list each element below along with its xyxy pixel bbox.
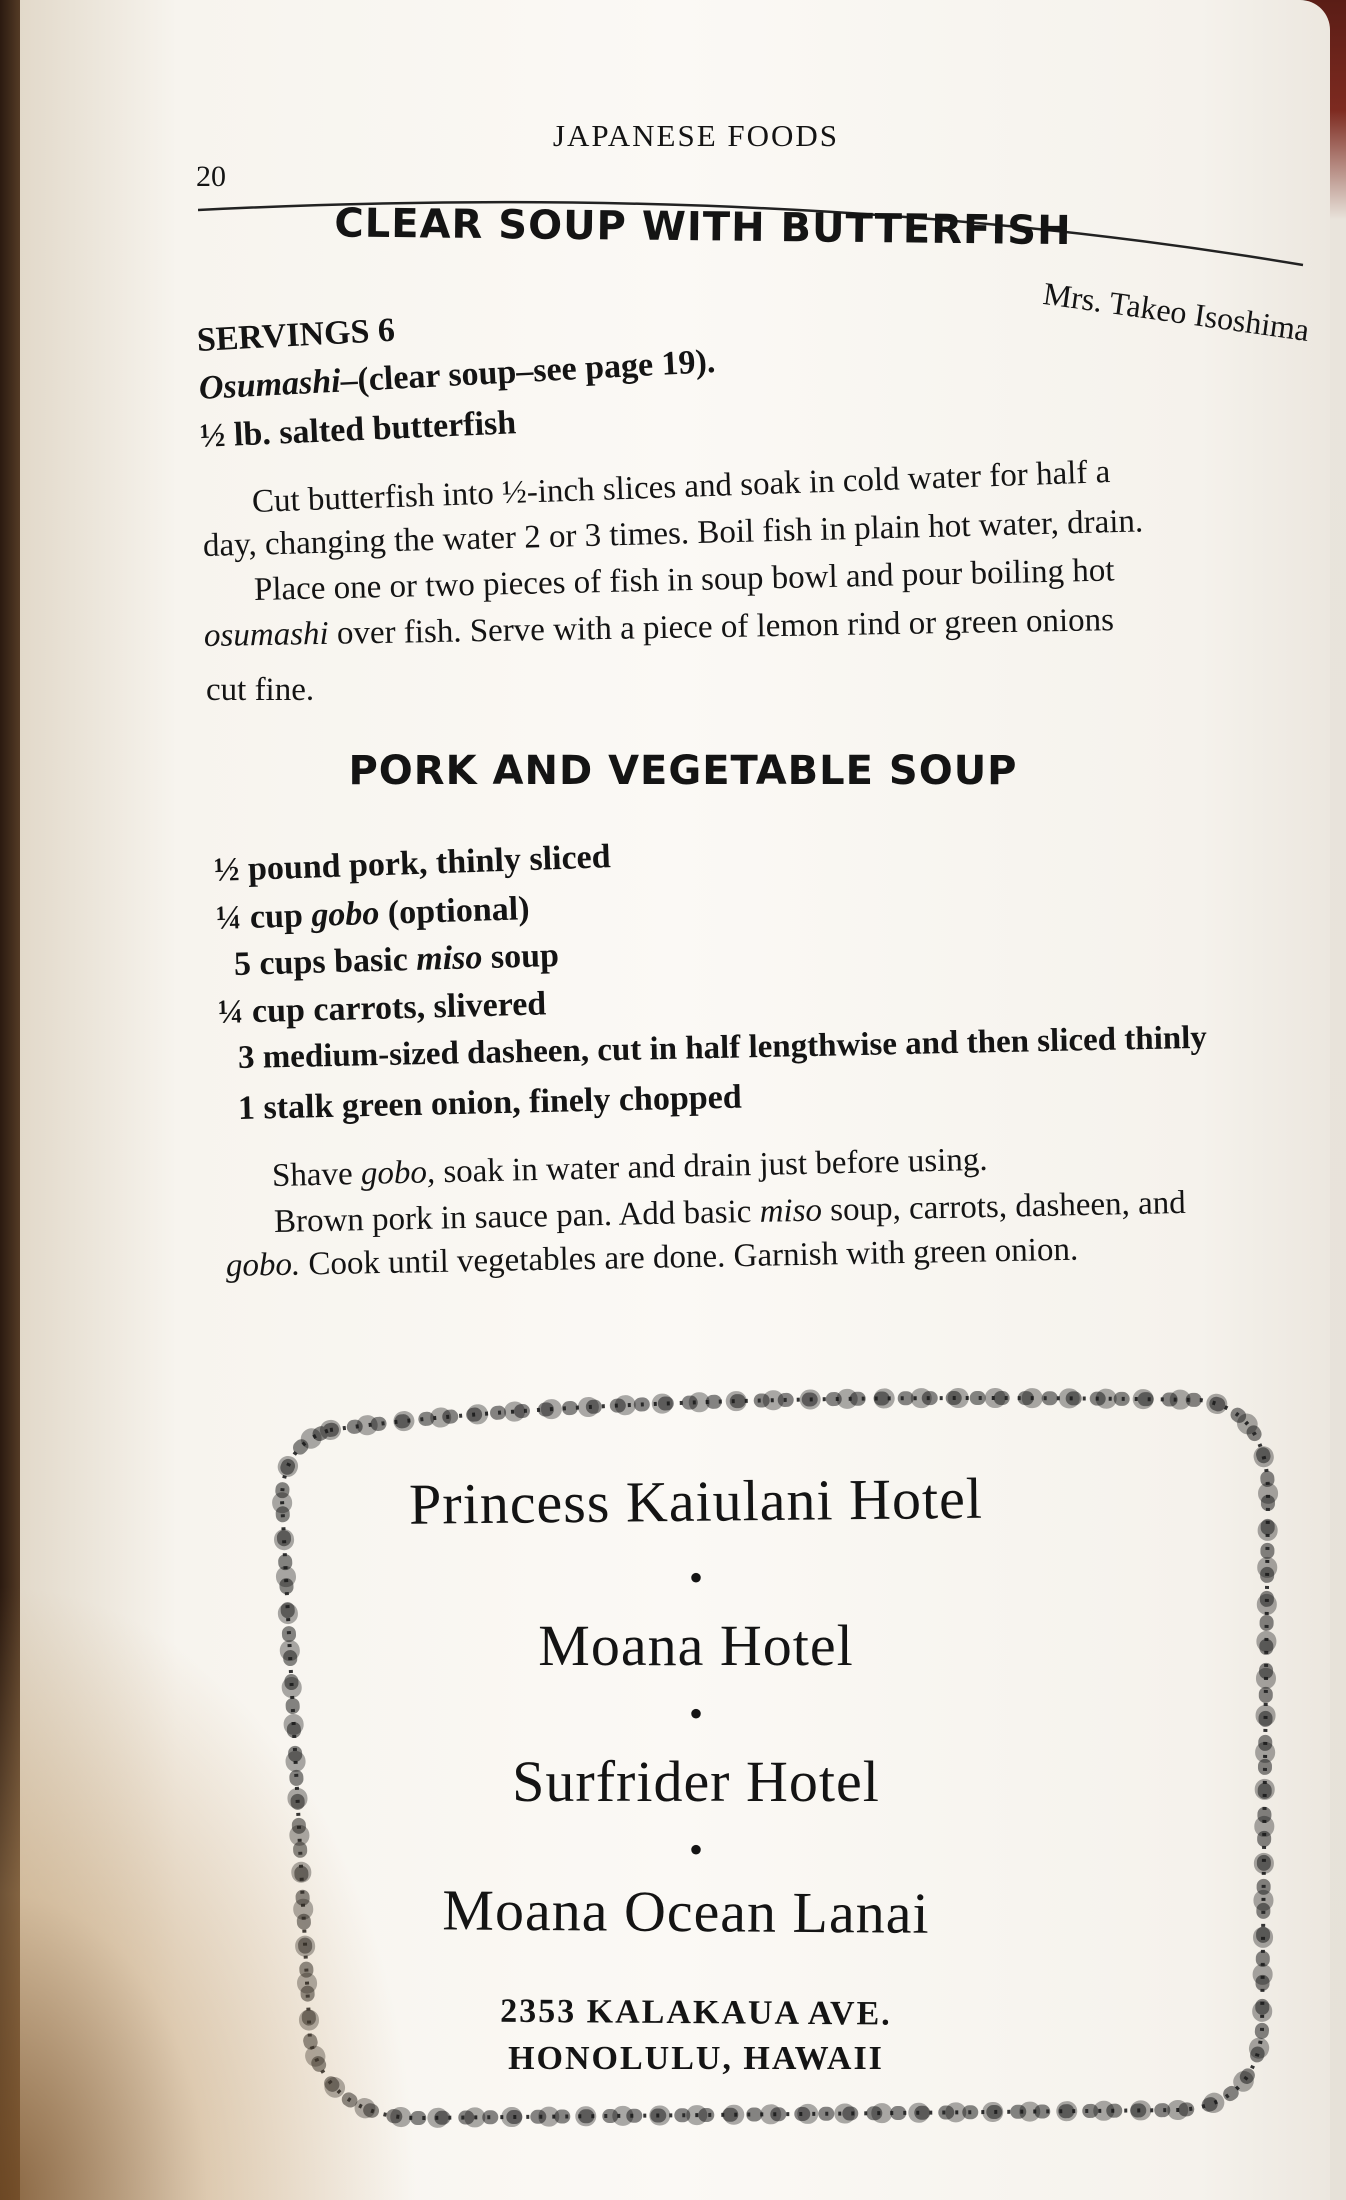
ingredient-text: pound pork, thinly sliced [247, 838, 612, 888]
page-number: 20 [196, 160, 226, 193]
ingredient-qty: ½ [213, 851, 241, 889]
servings: SERVINGS 6 [196, 311, 396, 359]
ingredient-butterfish: ½ lb. salted butterfish [199, 404, 517, 455]
ingredient-text: cup [249, 897, 312, 936]
method-text: Cook until vegetables are done. Garnish with green onion. [299, 1231, 1079, 1283]
ingredient-text: medium-sized dasheen, cut in half lengthwise and then sliced thinly [262, 1019, 1208, 1076]
bullet-separator: • [688, 1827, 703, 1872]
address-line: HONOLULU, HAWAII [508, 2040, 884, 2077]
paragraph-line: cut fine. [206, 672, 315, 708]
method-text: soup, carrots, dasheen, and [821, 1184, 1187, 1229]
recipe-author: Mrs. Takeo Isoshima [1040, 275, 1312, 348]
hotel-name: Surfrider Hotel [512, 1749, 880, 1814]
method-text: Shave [271, 1155, 362, 1194]
ingredient-italic: gobo [310, 894, 380, 934]
bullet-separator: • [688, 1691, 703, 1736]
method-italic: gobo. [225, 1246, 301, 1284]
method-text: Brown pork in sauce pan. Add basic [273, 1193, 761, 1240]
ingredient-text: soup [481, 936, 560, 977]
hotel-name: Princess Kaiulani Hotel [408, 1465, 984, 1537]
ingredient-qty: 1 [237, 1089, 256, 1127]
hotel-name: Moana Hotel [538, 1613, 854, 1678]
ingredient-text: (optional) [378, 890, 531, 932]
ingredient-text: cups basic [258, 940, 417, 983]
bullet-separator: • [688, 1555, 703, 1600]
recipe-title-clear-soup: CLEAR SOUP WITH BUTTERFISH [334, 200, 1072, 255]
paragraph-line: Place one or two pieces of fish in soup bowl and pour boiling hot [253, 552, 1115, 608]
ingredient-osumashi-italic: Osumashi [198, 362, 342, 407]
ingredient-qty: ¼ [217, 993, 244, 1031]
ingredient-qty: ¼ [215, 899, 243, 937]
method-text: soak in water and drain just before using. [434, 1141, 988, 1191]
ingredient-osumashi-rest: –(clear soup–see page 19). [339, 342, 717, 400]
ingredient-qty: 3 [237, 1039, 255, 1076]
method-italic: miso [759, 1192, 823, 1230]
address-line: 2353 KALAKAUA AVE. [500, 1992, 892, 2033]
running-head: JAPANESE FOODS [552, 118, 840, 153]
paragraph-line: Cut butterfish into ½-inch slices and soak in cold water for half a [251, 454, 1111, 520]
paragraph-line: day, changing the water 2 or 3 times. Boil fish in plain hot water, drain. [202, 503, 1144, 564]
ingredient-qty: 5 [233, 945, 252, 983]
paragraph-line-rest: over fish. Serve with a piece of lemon rind or green onions [336, 602, 1115, 652]
ingredient-text: stalk green onion, finely chopped [263, 1078, 743, 1127]
hotel-name: Moana Ocean Lanai [442, 1877, 930, 1946]
ingredient-italic: miso [415, 939, 483, 978]
method-italic: gobo, [360, 1154, 436, 1192]
recipe-title-pork-soup: PORK AND VEGETABLE SOUP [348, 748, 1018, 794]
ingredient-text: cup carrots, slivered [251, 985, 547, 1031]
osumashi-word: osumashi [203, 615, 329, 654]
